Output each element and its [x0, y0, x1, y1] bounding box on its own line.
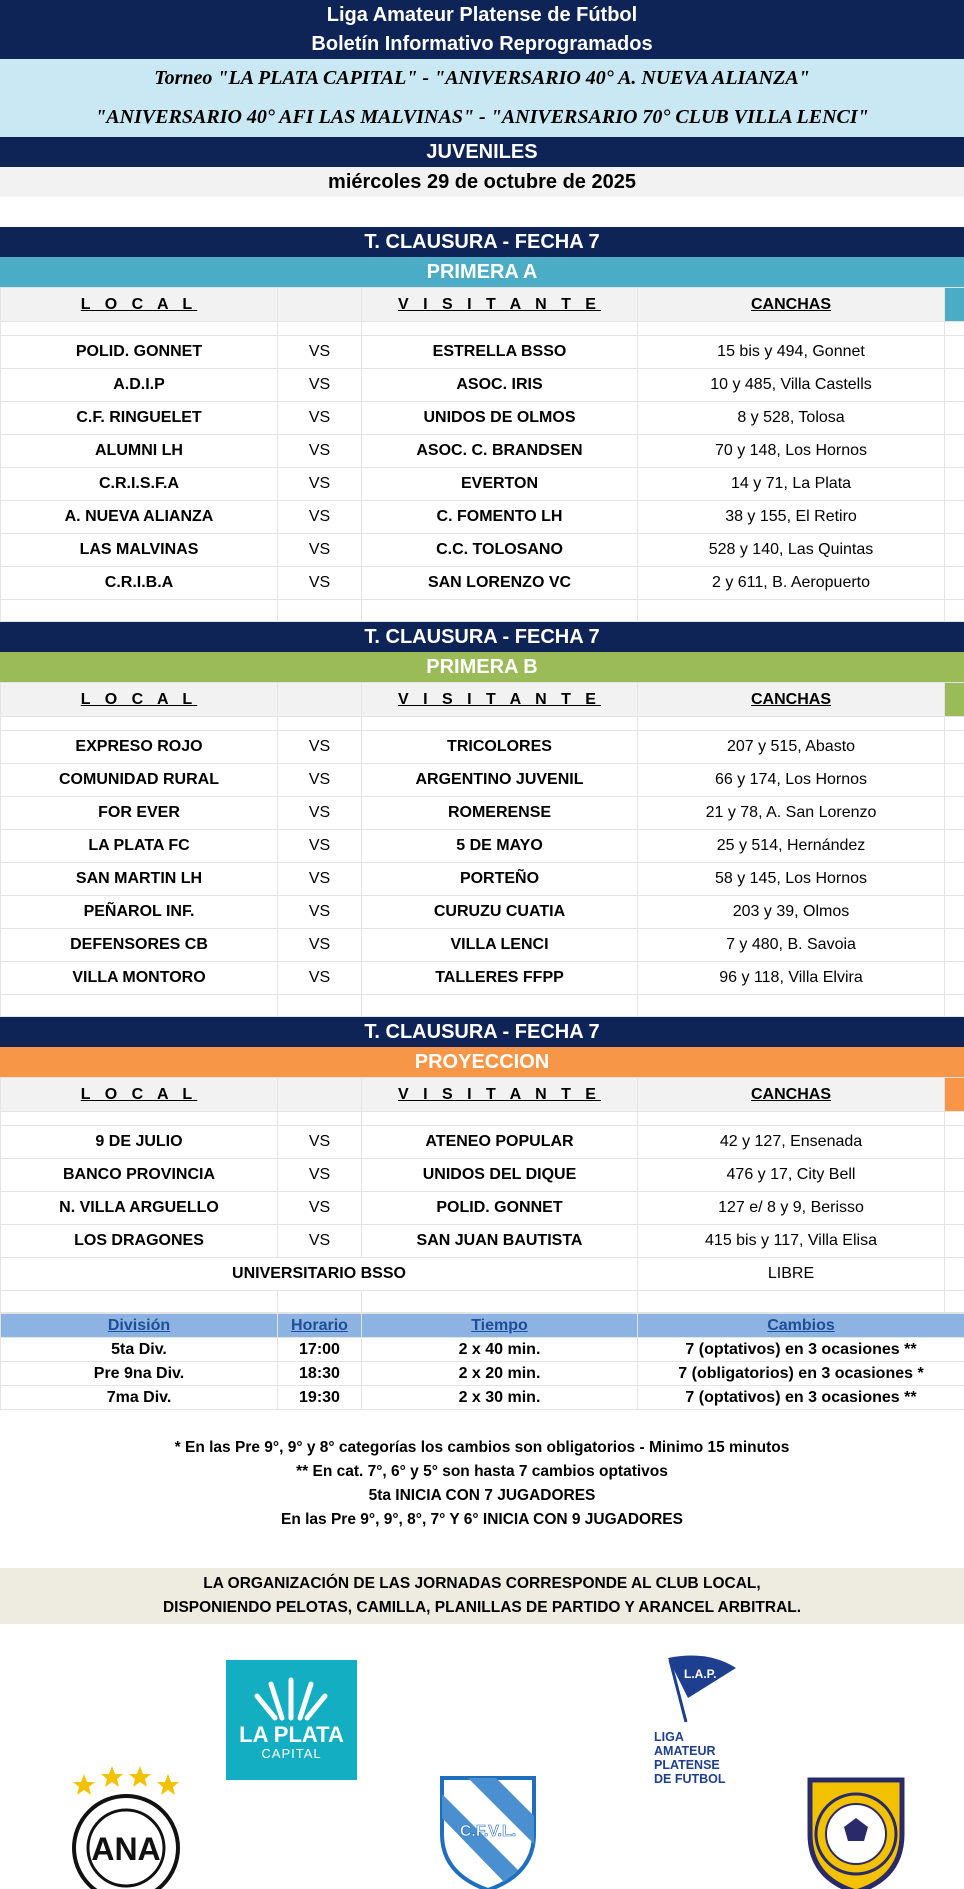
- schedule-row: [1, 1362, 964, 1386]
- note-line: 5ta INICIA CON 7 JUGADORES: [368, 1487, 596, 1504]
- empty-cell: [1, 1291, 278, 1313]
- match-row: [1, 468, 964, 501]
- empty-cell: [945, 336, 964, 369]
- vs-label: VS: [278, 336, 362, 369]
- venue: 14 y 71, La Plata: [638, 468, 945, 501]
- spacer-row: [1, 995, 964, 1017]
- visitante-label: V I S I T A N T E: [398, 1085, 601, 1103]
- visiting-team: EVERTON: [362, 468, 638, 501]
- note-line: En las Pre 9°, 9°, 8°, 7° Y 6° INICIA CON 9 JUGADORES: [281, 1511, 683, 1528]
- venue: 96 y 118, Villa Elvira: [638, 962, 945, 995]
- empty-cell: [945, 731, 964, 764]
- match-row: [1, 1159, 964, 1192]
- empty-cell: [362, 1291, 638, 1313]
- match-row: [1, 731, 964, 764]
- note-line: * En las Pre 9°, 9° y 8° categorías los cambios son obligatorios - Minimo 15 minutos: [174, 1439, 790, 1456]
- empty-cell: [945, 830, 964, 863]
- vs-label: VS: [278, 435, 362, 468]
- tournament-line-2: "ANIVERSARIO 40° AFI LAS MALVINAS" - "ANIVERSARIO 70° CLUB VILLA LENCI": [0, 98, 964, 137]
- venue: 70 y 148, Los Hornos: [638, 435, 945, 468]
- empty-cell: [638, 1291, 945, 1313]
- visiting-team: ASOC. C. BRANDSEN: [362, 435, 638, 468]
- empty-cell: [362, 600, 638, 622]
- canchas-label: CANCHAS: [751, 690, 831, 708]
- empty-cell: [278, 717, 362, 731]
- schedule-changes: 7 (obligatorios) en 3 ocasiones *: [638, 1362, 964, 1386]
- schedule-row: [1, 1386, 964, 1410]
- venue: 15 bis y 494, Gonnet: [638, 336, 945, 369]
- schedule-duration: 2 x 40 min.: [362, 1338, 638, 1362]
- empty-cell: [1, 600, 278, 622]
- empty-cell: [945, 929, 964, 962]
- bye-label: LIBRE: [638, 1258, 945, 1291]
- schedule-duration: 2 x 20 min.: [362, 1362, 638, 1386]
- schedule-division: 5ta Div.: [1, 1338, 278, 1362]
- vs-label: VS: [278, 534, 362, 567]
- visiting-team: SAN JUAN BAUTISTA: [362, 1225, 638, 1258]
- empty-cell: [945, 863, 964, 896]
- spacer-row: [1, 1112, 964, 1126]
- capital-logo-text: CAPITAL: [261, 1746, 322, 1761]
- visiting-team: UNIDOS DEL DIQUE: [362, 1159, 638, 1192]
- empty-cell: [945, 402, 964, 435]
- fixture-table: [0, 1077, 964, 1313]
- lap-line: PLATENSE: [654, 1758, 720, 1772]
- fecha-header: T. CLAUSURA - FECHA 7: [0, 227, 964, 257]
- vs-label: VS: [278, 830, 362, 863]
- empty-cell: [945, 567, 964, 600]
- column-header-visitante: [362, 1078, 638, 1112]
- column-header-blank: [278, 288, 362, 322]
- venue: 25 y 514, Hernández: [638, 830, 945, 863]
- visiting-team: ESTRELLA BSSO: [362, 336, 638, 369]
- empty-cell: [638, 322, 945, 336]
- spacer-row: [1, 717, 964, 731]
- fixture-table: [0, 682, 964, 1017]
- match-row: [1, 1126, 964, 1159]
- empty-cell: [278, 1112, 362, 1126]
- vs-label: VS: [278, 1192, 362, 1225]
- empty-cell: [638, 717, 945, 731]
- empty-cell: [278, 600, 362, 622]
- visiting-team: UNIDOS DE OLMOS: [362, 402, 638, 435]
- visiting-team: SAN LORENZO VC: [362, 567, 638, 600]
- vs-label: VS: [278, 863, 362, 896]
- empty-cell: [1, 322, 278, 336]
- match-row: [1, 567, 964, 600]
- vs-label: VS: [278, 962, 362, 995]
- local-team: DEFENSORES CB: [1, 929, 278, 962]
- vs-label: VS: [278, 731, 362, 764]
- local-team: ALUMNI LH: [1, 435, 278, 468]
- match-date: miércoles 29 de octubre de 2025: [0, 167, 964, 197]
- match-row: [1, 1225, 964, 1258]
- tournament-line-1: Torneo "LA PLATA CAPITAL" - "ANIVERSARIO 40° A. NUEVA ALIANZA": [0, 59, 964, 98]
- vs-label: VS: [278, 764, 362, 797]
- visiting-team: VILLA LENCI: [362, 929, 638, 962]
- local-team: EXPRESO ROJO: [1, 731, 278, 764]
- rules-notes: [0, 1410, 964, 1568]
- fixture-sections: [0, 227, 964, 1313]
- spacer: [0, 197, 964, 227]
- schedule-changes: 7 (optativos) en 3 ocasiones **: [638, 1338, 964, 1362]
- empty-cell: [945, 717, 964, 731]
- empty-cell: [638, 1112, 945, 1126]
- category-title: JUVENILES: [0, 137, 964, 167]
- sponsor-logos: [0, 1624, 964, 1889]
- local-team: A. NUEVA ALIANZA: [1, 501, 278, 534]
- spacer-row: [1, 1291, 964, 1313]
- schedule-header-tiempo: Tiempo: [362, 1314, 638, 1338]
- fecha-header: T. CLAUSURA - FECHA 7: [0, 1017, 964, 1047]
- match-row: [1, 534, 964, 567]
- fecha-header: T. CLAUSURA - FECHA 7: [0, 622, 964, 652]
- local-team: N. VILLA ARGUELLO: [1, 1192, 278, 1225]
- visiting-team: PORTEÑO: [362, 863, 638, 896]
- note-line: ** En cat. 7°, 6° y 5° son hasta 7 cambios optativos: [296, 1463, 668, 1480]
- column-header-blank: [278, 683, 362, 717]
- empty-cell: [945, 1112, 964, 1126]
- lap-flag-text: L.A.P.: [684, 1667, 717, 1681]
- empty-cell: [945, 501, 964, 534]
- empty-cell: [362, 1112, 638, 1126]
- schedule-time: 17:00: [278, 1338, 362, 1362]
- schedule-header-cambios: Cambios: [638, 1314, 964, 1338]
- nueva-alianza-crest: [70, 1764, 200, 1889]
- visiting-team: ROMERENSE: [362, 797, 638, 830]
- column-header-local: [1, 1078, 278, 1112]
- division-color-edge: [945, 683, 964, 717]
- empty-cell: [362, 717, 638, 731]
- local-team: FOR EVER: [1, 797, 278, 830]
- vs-label: VS: [278, 896, 362, 929]
- venue: 2 y 611, B. Aeropuerto: [638, 567, 945, 600]
- schedule-row: [1, 1338, 964, 1362]
- spacer-row: [1, 600, 964, 622]
- local-team: POLID. GONNET: [1, 336, 278, 369]
- venue: 203 y 39, Olmos: [638, 896, 945, 929]
- empty-cell: [945, 1258, 964, 1291]
- schedule-duration: 2 x 30 min.: [362, 1386, 638, 1410]
- vs-label: VS: [278, 1126, 362, 1159]
- visitante-label: V I S I T A N T E: [398, 690, 601, 708]
- venue: 528 y 140, Las Quintas: [638, 534, 945, 567]
- empty-cell: [945, 600, 964, 622]
- column-header-visitante: [362, 288, 638, 322]
- division-color-edge: [945, 288, 964, 322]
- division-header: PRIMERA B: [0, 652, 964, 682]
- match-row: [1, 764, 964, 797]
- column-header-blank: [278, 1078, 362, 1112]
- visiting-team: TALLERES FFPP: [362, 962, 638, 995]
- visiting-team: ARGENTINO JUVENIL: [362, 764, 638, 797]
- match-row: [1, 369, 964, 402]
- lap-logo-text: [654, 1730, 726, 1786]
- cfvl-text: C.F.V.L.: [459, 1823, 517, 1840]
- venue: 476 y 17, City Bell: [638, 1159, 945, 1192]
- empty-cell: [278, 322, 362, 336]
- empty-cell: [638, 600, 945, 622]
- local-team: C.R.I.B.A: [1, 567, 278, 600]
- visiting-team: 5 DE MAYO: [362, 830, 638, 863]
- bulletin-subtitle: Boletín Informativo Reprogramados: [0, 30, 964, 59]
- empty-cell: [945, 962, 964, 995]
- venue: 21 y 78, A. San Lorenzo: [638, 797, 945, 830]
- venue: 10 y 485, Villa Castells: [638, 369, 945, 402]
- la-plata-logo-text: LA PLATA: [239, 1722, 344, 1747]
- local-team: LAS MALVINAS: [1, 534, 278, 567]
- local-label: L O C A L: [80, 295, 198, 313]
- visiting-team: C.C. TOLOSANO: [362, 534, 638, 567]
- column-header-row: [1, 683, 964, 717]
- local-team: SAN MARTIN LH: [1, 863, 278, 896]
- fixture-table: [0, 287, 964, 622]
- visiting-team: ATENEO POPULAR: [362, 1126, 638, 1159]
- empty-cell: [945, 1225, 964, 1258]
- league-title: Liga Amateur Platense de Fútbol: [0, 0, 964, 30]
- vs-label: VS: [278, 468, 362, 501]
- empty-cell: [278, 995, 362, 1017]
- empty-cell: [945, 468, 964, 501]
- venue: 7 y 480, B. Savoia: [638, 929, 945, 962]
- local-label: L O C A L: [80, 1085, 198, 1103]
- la-plata-capital-logo: [226, 1660, 357, 1780]
- empty-cell: [278, 1291, 362, 1313]
- vs-label: VS: [278, 567, 362, 600]
- venue: 8 y 528, Tolosa: [638, 402, 945, 435]
- empty-cell: [945, 1291, 964, 1313]
- match-row: [1, 797, 964, 830]
- empty-cell: [1, 995, 278, 1017]
- empty-cell: [945, 797, 964, 830]
- lap-line: AMATEUR: [654, 1744, 716, 1758]
- empty-cell: [945, 995, 964, 1017]
- organization-line: LA ORGANIZACIÓN DE LAS JORNADAS CORRESPONDE AL CLUB LOCAL,: [203, 1575, 761, 1592]
- venue: 207 y 515, Abasto: [638, 731, 945, 764]
- bye-row: [1, 1258, 964, 1291]
- empty-cell: [945, 1192, 964, 1225]
- empty-cell: [1, 717, 278, 731]
- match-row: [1, 435, 964, 468]
- local-team: PEÑAROL INF.: [1, 896, 278, 929]
- match-row: [1, 501, 964, 534]
- vs-label: VS: [278, 1159, 362, 1192]
- visiting-team: TRICOLORES: [362, 731, 638, 764]
- column-header-canchas: [638, 288, 945, 322]
- empty-cell: [362, 995, 638, 1017]
- venue: 66 y 174, Los Hornos: [638, 764, 945, 797]
- visiting-team: CURUZU CUATIA: [362, 896, 638, 929]
- canchas-label: CANCHAS: [751, 295, 831, 313]
- star-icons: [73, 1766, 179, 1795]
- column-header-local: [1, 288, 278, 322]
- lap-line: DE FUTBOL: [654, 1772, 726, 1786]
- empty-cell: [945, 1126, 964, 1159]
- schedule-header-horario: Horario: [278, 1314, 362, 1338]
- schedule-time: 19:30: [278, 1386, 362, 1410]
- empty-cell: [638, 995, 945, 1017]
- vs-label: VS: [278, 369, 362, 402]
- empty-cell: [362, 322, 638, 336]
- division-color-edge: [945, 1078, 964, 1112]
- empty-cell: [1, 1112, 278, 1126]
- bye-team: UNIVERSITARIO BSSO: [1, 1258, 638, 1291]
- match-row: [1, 1192, 964, 1225]
- schedule-time: 18:30: [278, 1362, 362, 1386]
- empty-cell: [945, 764, 964, 797]
- futbol-malvinas-crest: [790, 1774, 922, 1889]
- schedule-table: [0, 1313, 964, 1410]
- match-row: [1, 962, 964, 995]
- empty-cell: [945, 896, 964, 929]
- empty-cell: [945, 369, 964, 402]
- empty-cell: [945, 322, 964, 336]
- venue: 58 y 145, Los Hornos: [638, 863, 945, 896]
- empty-cell: [945, 1159, 964, 1192]
- vs-label: VS: [278, 797, 362, 830]
- schedule-header-row: [1, 1314, 964, 1338]
- schedule-header-division: División: [1, 1314, 278, 1338]
- venue: 415 bis y 117, Villa Elisa: [638, 1225, 945, 1258]
- match-row: [1, 336, 964, 369]
- vs-label: VS: [278, 1225, 362, 1258]
- column-header-local: [1, 683, 278, 717]
- visiting-team: C. FOMENTO LH: [362, 501, 638, 534]
- column-header-visitante: [362, 683, 638, 717]
- canchas-label: CANCHAS: [751, 1085, 831, 1103]
- venue: 42 y 127, Ensenada: [638, 1126, 945, 1159]
- division-header: PROYECCION: [0, 1047, 964, 1077]
- vs-label: VS: [278, 501, 362, 534]
- local-team: C.F. RINGUELET: [1, 402, 278, 435]
- column-header-canchas: [638, 1078, 945, 1112]
- vs-label: VS: [278, 929, 362, 962]
- spacer-row: [1, 322, 964, 336]
- local-team: BANCO PROVINCIA: [1, 1159, 278, 1192]
- local-label: L O C A L: [80, 690, 198, 708]
- cfvl-crest: [438, 1774, 538, 1889]
- schedule-changes: 7 (optativos) en 3 ocasiones **: [638, 1386, 964, 1410]
- vs-label: VS: [278, 402, 362, 435]
- column-header-row: [1, 1078, 964, 1112]
- visiting-team: POLID. GONNET: [362, 1192, 638, 1225]
- local-team: COMUNIDAD RURAL: [1, 764, 278, 797]
- local-team: C.R.I.S.F.A: [1, 468, 278, 501]
- lap-line: LIGA: [654, 1730, 684, 1744]
- empty-cell: [945, 534, 964, 567]
- column-header-row: [1, 288, 964, 322]
- column-header-canchas: [638, 683, 945, 717]
- schedule-division: Pre 9na Div.: [1, 1362, 278, 1386]
- local-team: 9 DE JULIO: [1, 1126, 278, 1159]
- visiting-team: ASOC. IRIS: [362, 369, 638, 402]
- visitante-label: V I S I T A N T E: [398, 295, 601, 313]
- local-team: LA PLATA FC: [1, 830, 278, 863]
- venue: 127 e/ 8 y 9, Berisso: [638, 1192, 945, 1225]
- match-row: [1, 929, 964, 962]
- organization-line: DISPONIENDO PELOTAS, CAMILLA, PLANILLAS DE PARTIDO Y ARANCEL ARBITRAL.: [162, 1599, 802, 1616]
- venue: 38 y 155, El Retiro: [638, 501, 945, 534]
- local-team: VILLA MONTORO: [1, 962, 278, 995]
- sun-rays-icon: [251, 1674, 331, 1722]
- local-team: LOS DRAGONES: [1, 1225, 278, 1258]
- schedule-division: 7ma Div.: [1, 1386, 278, 1410]
- ana-monogram: ANA: [91, 1831, 161, 1867]
- match-row: [1, 830, 964, 863]
- match-row: [1, 896, 964, 929]
- match-row: [1, 402, 964, 435]
- division-header: PRIMERA A: [0, 257, 964, 287]
- organization-notice: [0, 1568, 964, 1624]
- local-team: A.D.I.P: [1, 369, 278, 402]
- empty-cell: [945, 435, 964, 468]
- match-row: [1, 863, 964, 896]
